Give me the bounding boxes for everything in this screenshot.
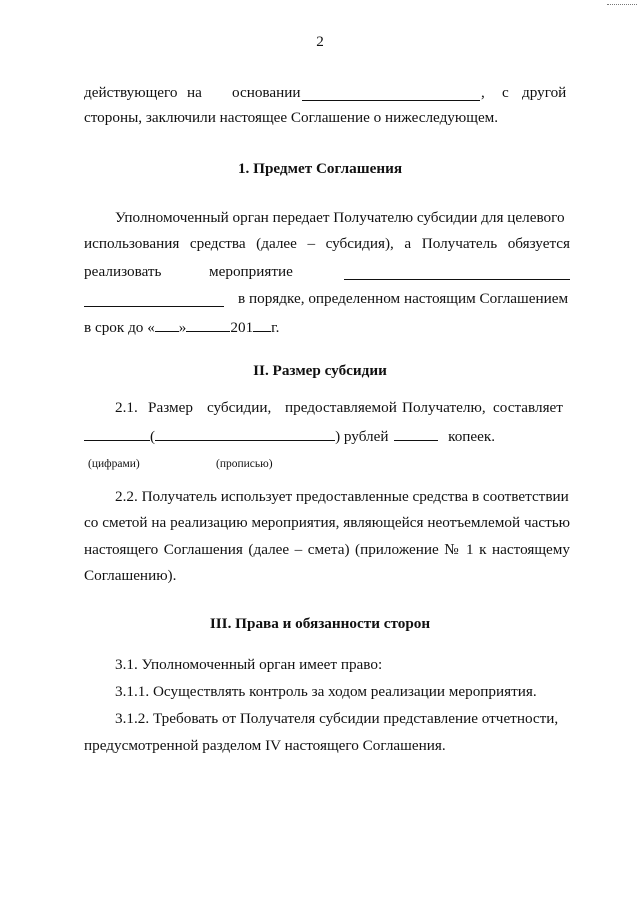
scan-corner-mark [607, 4, 637, 8]
intro-word-5: другой [522, 84, 567, 101]
intro-word-2: на [187, 84, 202, 101]
amount-kopecks-text: копеек. [448, 428, 496, 445]
amount-kopecks-blank[interactable] [394, 427, 438, 441]
amount-digits-blank[interactable] [84, 427, 150, 441]
amount-words-blank[interactable] [155, 427, 335, 441]
section-1-word-implement: реализовать [84, 263, 162, 280]
deadline-quote-close: » [178, 319, 187, 336]
deadline-year-blank[interactable] [253, 318, 271, 332]
intro-word-4: с [502, 84, 509, 101]
amount-rubles-text: ) рублей [335, 428, 389, 445]
intro-word-1: действующего [84, 84, 178, 101]
intro-line-2: стороны, заключили настоящее Соглашение о нижеследующем. [84, 109, 499, 126]
section-2-2-line-2: со сметой на реализацию мероприятия, являющейся неотъемлемой частью [84, 514, 570, 531]
amount-paren-open: ( [150, 428, 156, 445]
clause-2-1-word-1: Размер [148, 399, 193, 416]
section-1-order-text: в порядке, определенном настоящим Соглашением [238, 290, 569, 307]
deadline-prefix: в срок до « [84, 319, 155, 336]
section-2-line-1 [115, 399, 570, 417]
section-2-line-2 [84, 427, 495, 446]
deadline-year-suffix: г. [271, 319, 280, 336]
section-1-word-event: мероприятие [209, 263, 293, 280]
section-3-line-4: предусмотренной разделом IV настоящего Соглашения. [84, 737, 446, 754]
deadline-day-blank[interactable] [155, 318, 179, 332]
intro-line-1 [84, 84, 570, 102]
note-words: (прописью) [216, 458, 273, 470]
section-3-line-3: 3.1.2. Требовать от Получателя субсидии представление отчетности, [115, 710, 559, 727]
intro-comma: , [481, 84, 485, 101]
clause-2-1-word-2: субсидии, [207, 399, 272, 416]
section-1-line-1: Уполномоченный орган передает Получателю субсидии для целевого [115, 209, 565, 226]
clause-2-1-word-3: предоставляемой [285, 399, 397, 416]
section-3-heading: III. Права и обязанности сторон [209, 615, 431, 632]
deadline-month-blank[interactable] [186, 318, 230, 332]
section-2-2-line-4: Соглашению). [84, 567, 177, 584]
section-2-2-line-3: настоящего Соглашения (далее – смета) (приложение № 1 к настоящему [84, 541, 570, 558]
clause-2-1-word-4: Получателю, [402, 399, 486, 416]
section-3-line-2: 3.1.1. Осуществлять контроль за ходом реализации мероприятия. [115, 683, 537, 700]
section-1-heading: 1. Предмет Соглашения [237, 160, 403, 177]
clause-2-1-number: 2.1. [115, 399, 138, 416]
event-name-blank-1[interactable] [344, 266, 570, 280]
event-name-blank-2[interactable] [84, 293, 224, 307]
section-3-line-1: 3.1. Уполномоченный орган имеет право: [115, 656, 383, 673]
deadline-year-prefix: 201 [230, 319, 254, 336]
section-1-line-5 [84, 318, 279, 337]
section-2-heading: II. Размер субсидии [253, 362, 387, 379]
intro-word-3: основании [232, 84, 301, 101]
section-1-line-3 [84, 263, 570, 281]
page-number: 2 [316, 33, 324, 50]
clause-2-1-word-5: составляет [493, 399, 563, 416]
intro-basis-blank[interactable] [302, 87, 480, 101]
section-1-line-2: использования средства (далее – субсидия), а Получатель обязуется [84, 235, 570, 252]
note-digits: (цифрами) [88, 458, 140, 470]
section-2-2-line-1: 2.2. Получатель использует предоставленные средства в соответствии [115, 488, 569, 505]
